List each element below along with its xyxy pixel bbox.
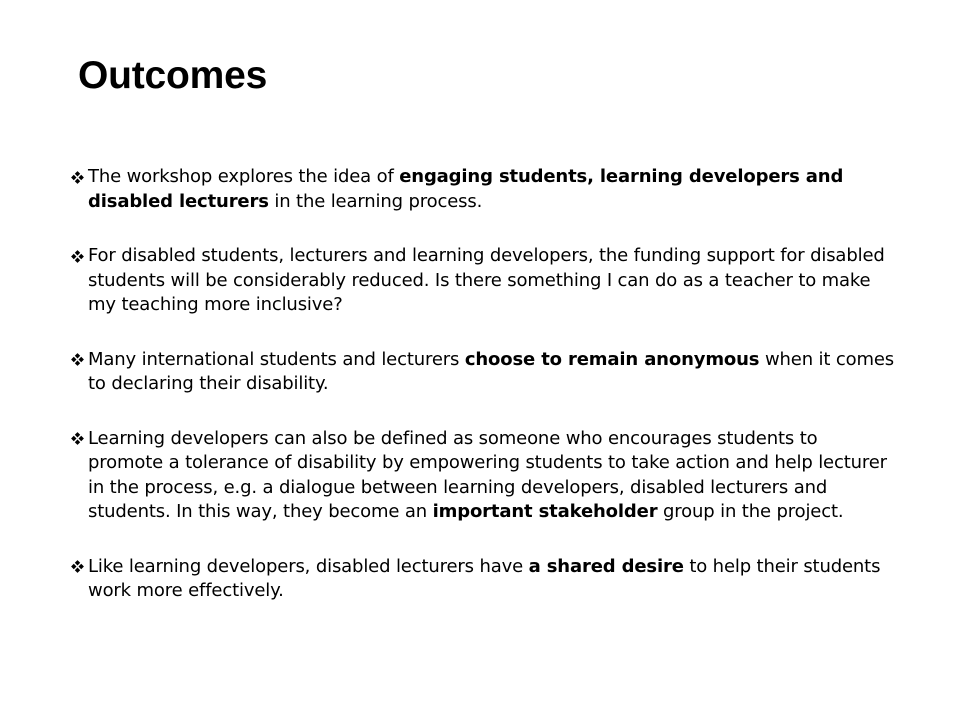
bullet-text: The workshop explores the idea of	[88, 166, 400, 187]
four-diamond-bullet-icon	[70, 555, 84, 580]
bullet-text: in the learning process.	[268, 190, 483, 212]
bullet-emphasis: important stakeholder	[432, 501, 658, 522]
bullet-list	[66, 165, 896, 604]
bullet-text: Learning developers can also be defined as someone who encourages students to promote a tolerance of disability by empowering students to take action and help lecturer in the process, e.g. a dialogue between learning developers, disabled lecturers and students. In this way, they become an	[88, 427, 887, 522]
four-diamond-bullet-icon	[70, 348, 84, 373]
bullet-text: when it comes to declaring their disability.	[88, 348, 895, 394]
bullet-item	[66, 165, 896, 214]
bullet-text: Many international students and lecturers	[88, 348, 465, 370]
bullet-item	[66, 348, 896, 397]
four-diamond-bullet-icon	[70, 165, 84, 190]
bullet-text: group in the project.	[657, 501, 844, 522]
bullet-text: Like learning developers, disabled lecturers have	[88, 555, 529, 577]
slide-title: Outcomes	[78, 54, 268, 97]
four-diamond-bullet-icon	[70, 244, 84, 269]
bullet-emphasis: choose to remain anonymous	[464, 348, 760, 370]
bullet-item	[66, 427, 896, 525]
four-diamond-bullet-icon	[70, 427, 84, 452]
bullet-text: For disabled students, lecturers and learning developers, the funding support for disabled students will be considerably reduced. Is there something I can do as a teacher to make my teaching more inclusive?	[88, 245, 885, 315]
bullet-emphasis: a shared desire	[528, 555, 684, 577]
bullet-item	[66, 555, 896, 604]
bullet-item	[66, 244, 896, 318]
bullet-emphasis: engaging students, learning developers and disabled lecturers	[88, 166, 844, 212]
bullet-text: to help their students work more effectively.	[88, 555, 881, 601]
